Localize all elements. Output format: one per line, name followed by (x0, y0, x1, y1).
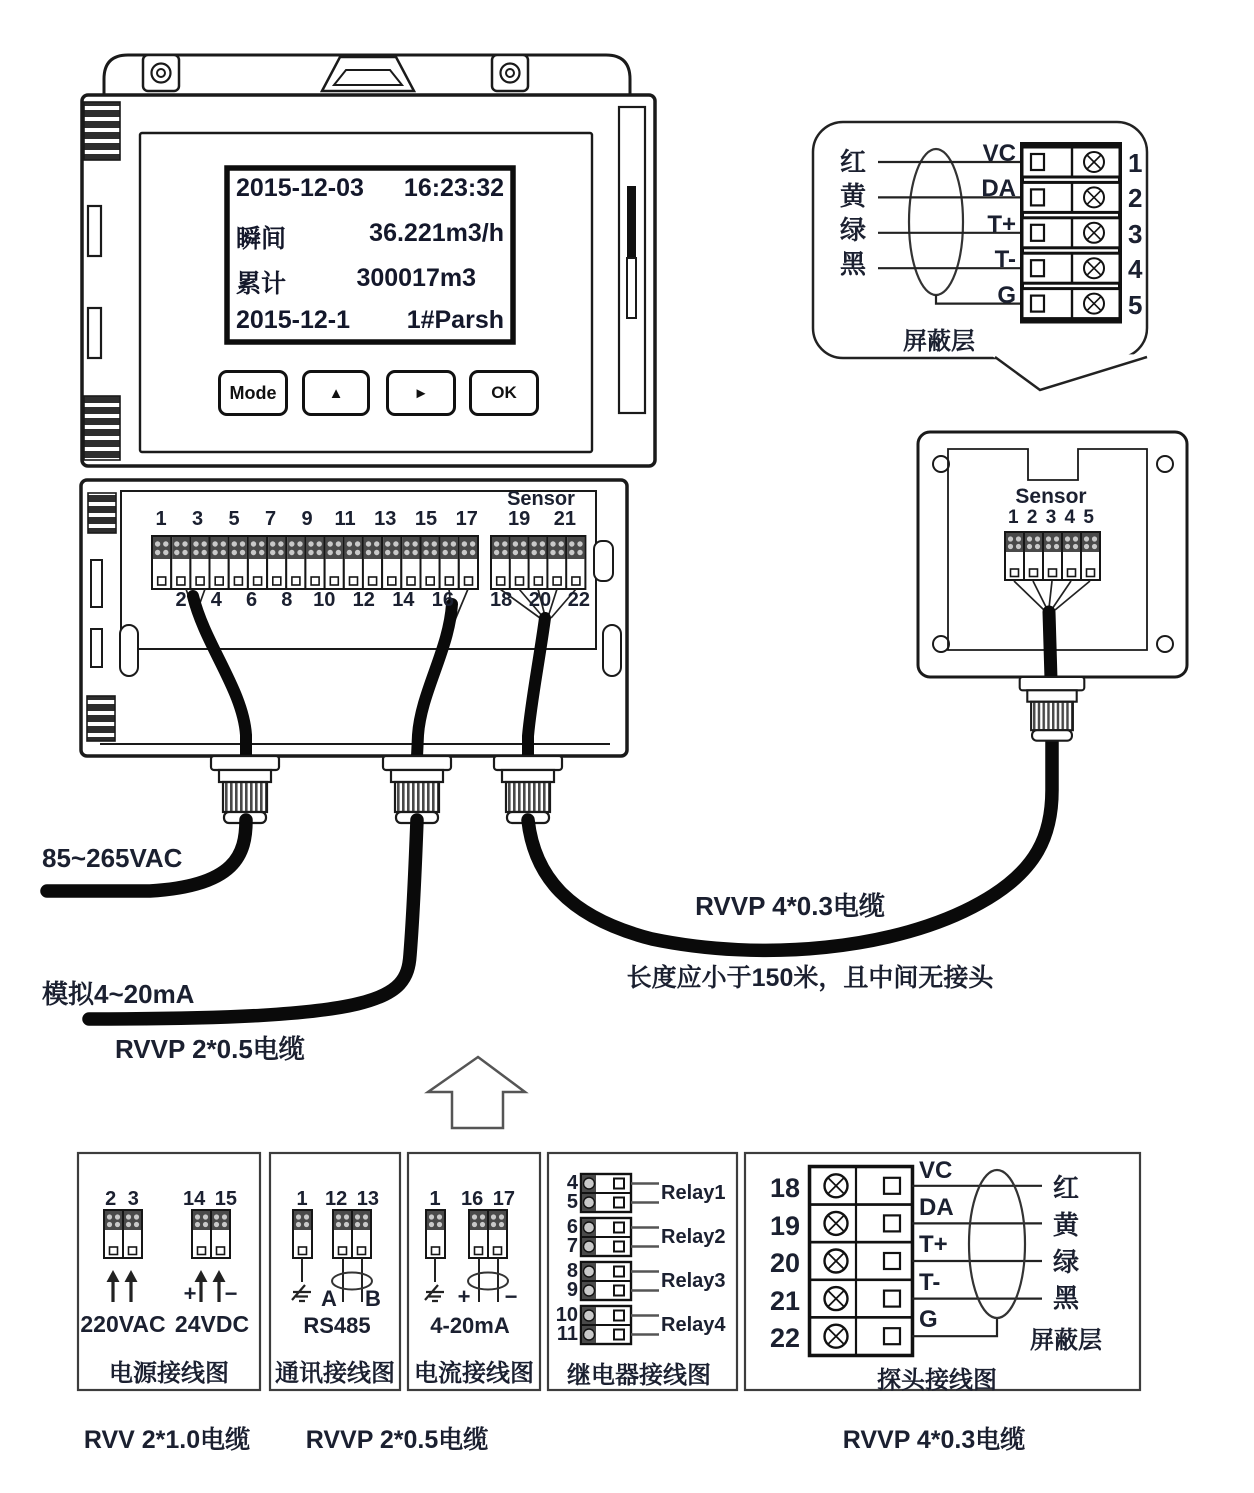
terminal-number: 19 (769, 1210, 800, 1241)
terminal-number: 18 (769, 1173, 800, 1203)
terminal-number: 5 (1128, 289, 1143, 320)
relay-terminal-pairs (548, 1174, 578, 1350)
terminal-number: 5 (566, 1191, 578, 1213)
comm-a-label: A (321, 1286, 337, 1311)
ok-button: OK (469, 370, 539, 416)
terminal-number: 12 (352, 589, 375, 611)
gland-sensor-box (1020, 677, 1085, 741)
power-box-caption: 电源接线图 (109, 1360, 229, 1387)
sensor-box-numbers (1008, 507, 1094, 529)
terminal-number: 11 (334, 508, 356, 530)
terminal-number: 3 (1045, 507, 1057, 528)
terminal-number: 19 (508, 508, 531, 530)
relay-labels (661, 1171, 726, 1347)
wire-color-label: 黄 (1053, 1209, 1080, 1240)
terminal-number: 17 (455, 508, 478, 530)
analog-cable-label: 模拟4~20mA (42, 979, 195, 1009)
main-terminal-strip (152, 536, 478, 589)
terminal-number: 3 (191, 508, 204, 530)
signal-label: T+ (919, 1231, 948, 1259)
lcd-footer-channel: 1#Parsh (406, 306, 504, 334)
lcd-footer-date: 2015-12-1 (236, 306, 350, 334)
terminal-number: 10 (313, 589, 336, 611)
strip-sensor-odd (508, 508, 576, 531)
terminal-number: 21 (553, 508, 576, 530)
relay-pair-numbers (548, 1174, 578, 1218)
terminal-number: 5 (228, 508, 240, 530)
wire-color-label: 红 (840, 147, 867, 177)
terminal-number: 20 (528, 589, 552, 611)
sensor-box-title: Sensor (1015, 485, 1087, 508)
signal-label: VC (982, 140, 1016, 167)
current-gnd-terminal: 1 (429, 1188, 441, 1210)
terminal-number: 4 (1064, 507, 1076, 528)
power-dc-label: 24VDC (174, 1311, 250, 1337)
power-box-art (104, 1210, 230, 1302)
terminal-number: 21 (769, 1285, 800, 1316)
terminal-number: 11 (556, 1323, 578, 1345)
current-plus: + (457, 1284, 471, 1309)
signal-label: T- (919, 1268, 941, 1296)
signal-label: T+ (987, 210, 1016, 238)
terminal-number: 4 (1128, 254, 1143, 285)
comm-box-caption: 通讯接线图 (275, 1360, 395, 1387)
power-ac-label: 220VAC (80, 1311, 166, 1337)
analog-cable-type: RVVP 2*0.5电缆 (115, 1034, 305, 1064)
callout-terminal-numbers (1128, 146, 1142, 323)
terminal-number: 2 (1128, 183, 1143, 214)
terminal-number: 5 (1083, 507, 1094, 528)
wire-color-label: 红 (1053, 1173, 1080, 1203)
signal-label: DA (919, 1194, 954, 1222)
probe-terminals (762, 1170, 800, 1358)
lcd-time: 16:23:32 (403, 174, 504, 202)
wire-color-label: 绿 (840, 215, 867, 245)
lcd-date: 2015-12-03 (236, 174, 364, 202)
lcd-total-value: 300017m3 (356, 264, 476, 292)
right-button: ► (386, 370, 456, 416)
strip-even-numbers (172, 589, 454, 612)
terminal-number: 4 (566, 1172, 578, 1194)
gland-power (211, 756, 279, 823)
relay-pair-numbers (548, 1262, 578, 1306)
wire-color-label: 黄 (840, 181, 867, 211)
terminal-number: 9 (301, 508, 313, 530)
relay-pair-numbers (548, 1218, 578, 1262)
terminal-number: 7 (566, 1235, 578, 1257)
terminal-number: 1 (1128, 148, 1143, 178)
power-plus: + (183, 1281, 197, 1306)
callout-signals (964, 136, 1016, 313)
lcd-line-flow (236, 219, 504, 255)
power-cable-label: 85~265VAC (42, 843, 183, 873)
sensor-cable-note: 长度应小于150米，且中间无接头 (626, 964, 994, 992)
power-dc-terminals: 14 15 (182, 1188, 238, 1210)
relay-pair-numbers (548, 1306, 578, 1350)
relay-label: Relay2 (661, 1226, 726, 1248)
footer-cable1-label: RVV 2*1.0电缆 (83, 1426, 251, 1454)
gland-sensor (494, 756, 562, 823)
power-minus: − (224, 1281, 238, 1306)
terminal-number: 9 (566, 1279, 578, 1301)
lcd-total-label: 累计 (236, 270, 287, 298)
relay-box-art (581, 1174, 659, 1344)
wire-color-label: 黑 (1053, 1283, 1080, 1314)
mounting-bracket (104, 55, 630, 97)
relay-box-caption: 继电器接线图 (567, 1362, 711, 1389)
sensor-box-strip (1005, 532, 1100, 580)
signal-label: G (919, 1305, 938, 1333)
strip-sensor-even (490, 589, 590, 612)
probe-signals (919, 1152, 954, 1338)
up-button: ▲ (302, 370, 370, 416)
footer-cable3-label: RVVP 4*0.3电缆 (842, 1426, 1026, 1454)
terminal-number: 6 (246, 589, 258, 611)
terminal-number: 13 (374, 508, 397, 530)
terminal-number: 14 (392, 589, 415, 611)
relay-label: Relay4 (661, 1314, 726, 1336)
terminal-number: 6 (566, 1216, 578, 1238)
terminal-number: 7 (264, 508, 277, 530)
terminal-number: 1 (155, 508, 167, 530)
strip-odd-numbers (152, 508, 478, 531)
terminal-number: 20 (769, 1248, 800, 1279)
terminal-number: 22 (769, 1323, 800, 1354)
lcd-line-total (236, 264, 504, 300)
terminal-number: 8 (566, 1260, 578, 1282)
probe-wire-colors (1053, 1170, 1079, 1317)
terminal-number: 1 (1008, 507, 1019, 528)
terminal-number: 2 (1026, 507, 1038, 528)
wire-color-label: 绿 (1053, 1246, 1080, 1277)
strip-sensor-label: Sensor (507, 488, 575, 510)
signal-label: DA (981, 175, 1016, 203)
lcd-line-footer (236, 306, 504, 335)
current-range-label: 4-20mA (430, 1313, 510, 1338)
probe-box-caption: 探头接线图 (877, 1367, 997, 1394)
lcd-flow-label: 瞬间 (236, 225, 287, 253)
signal-label: T- (994, 246, 1016, 274)
terminal-number: 16 (431, 589, 454, 611)
sensor-terminal-strip (491, 536, 585, 589)
terminal-number: 22 (567, 589, 590, 611)
terminal-number: 8 (281, 589, 293, 611)
gland-analog (383, 756, 451, 823)
current-box-caption: 电流接线图 (414, 1360, 534, 1387)
mode-button: Mode (218, 370, 288, 416)
lcd-flow-value: 36.221m3/h (369, 219, 504, 247)
comm-protocol-label: RS485 (303, 1313, 371, 1338)
footer-cable2-label: RVVP 2*0.5电缆 (305, 1426, 489, 1454)
terminal-number: 4 (210, 589, 222, 611)
terminal-number: 2 (175, 589, 187, 611)
comm-gnd-terminal: 1 (296, 1188, 308, 1210)
terminal-number: 3 (1128, 218, 1143, 249)
sensor-box-cable (1049, 612, 1051, 679)
sensor-cable-type: RVVP 4*0.3电缆 (695, 891, 885, 921)
probe-shield-label: 屏蔽层 (1030, 1327, 1102, 1354)
wire-color-label: 黑 (840, 249, 867, 279)
current-minus: − (504, 1284, 518, 1309)
lcd-line-datetime (236, 174, 504, 203)
relay-label: Relay1 (661, 1182, 726, 1204)
relay-label: Relay3 (661, 1270, 726, 1292)
terminal-number: 10 (555, 1304, 578, 1326)
signal-label: G (997, 281, 1016, 309)
up-arrow (428, 1057, 525, 1128)
power-ac-terminals: 2 3 (105, 1188, 139, 1210)
signal-label: VC (919, 1157, 953, 1184)
callout-shield-label: 屏蔽层 (903, 328, 975, 355)
current-terminals: 16 17 (460, 1188, 516, 1210)
terminal-number: 18 (490, 589, 513, 611)
callout-wire-colors (840, 145, 866, 281)
comm-terminals: 12 13 (324, 1188, 380, 1210)
terminal-number: 15 (414, 508, 438, 530)
comm-b-label: B (365, 1286, 381, 1311)
